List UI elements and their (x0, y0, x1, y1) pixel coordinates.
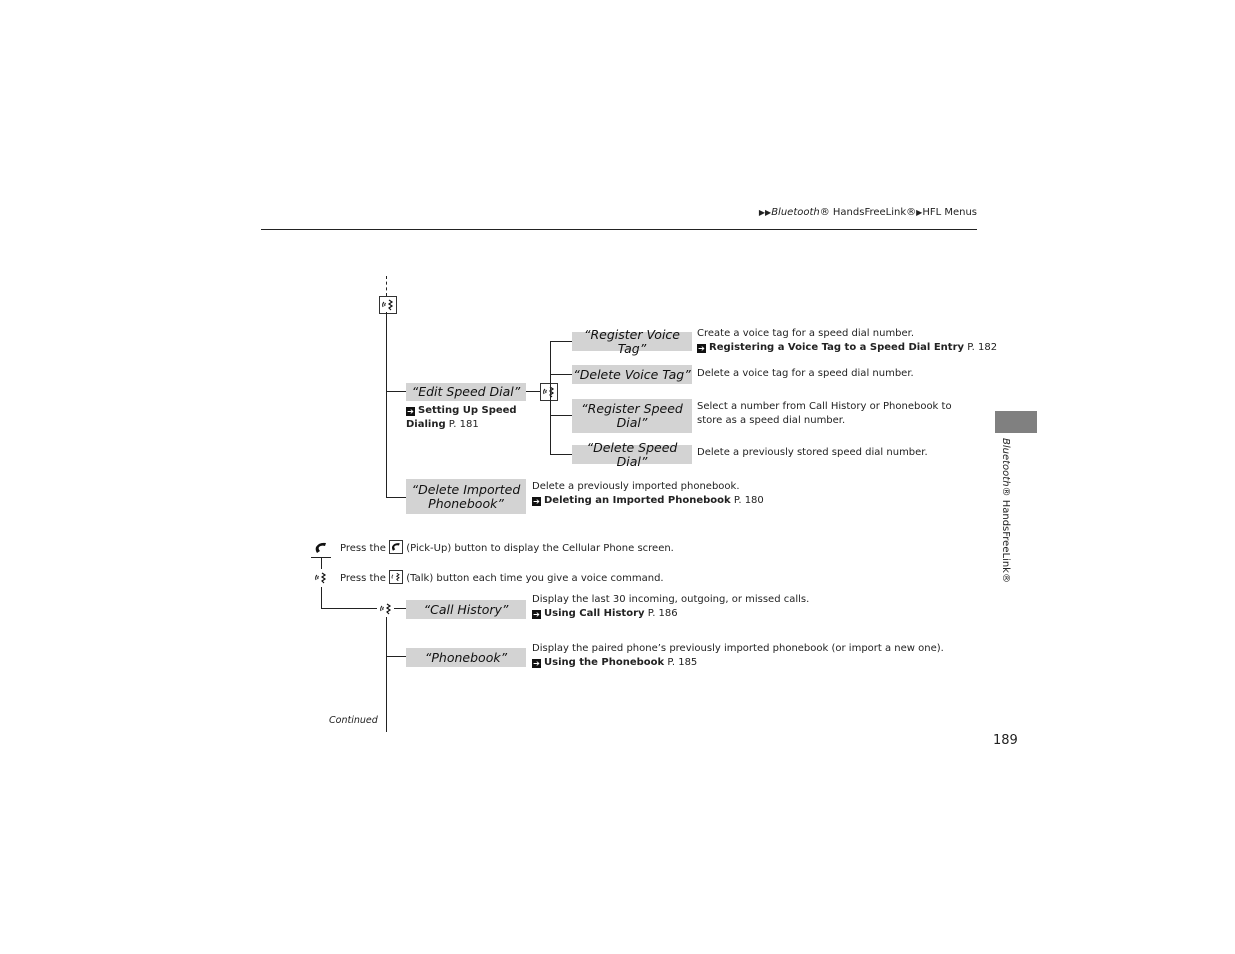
branch-delete-voice-tag (550, 374, 572, 375)
delete-voice-tag-desc: Delete a voice tag for a speed dial number. (697, 368, 914, 379)
breadcrumb-handsfreelink: ® HandsFreeLink® (819, 207, 917, 218)
talk-icon (378, 601, 394, 617)
pickup-inline-icon (389, 540, 403, 554)
edit-speed-dial-ref-line2 (406, 418, 479, 432)
header-rule (261, 229, 977, 230)
edit-ref-page: P. 181 (445, 419, 479, 430)
delete-phonebook-ref-title: Deleting an Imported Phonebook (544, 495, 731, 506)
edit-ref-title: Setting Up Speed (418, 405, 517, 416)
register-speed-dial-l1: “Register Speed (581, 401, 683, 416)
pickup-pre: Press the (340, 543, 390, 554)
edit-ref-title2: Dialing (406, 419, 446, 430)
pickup-icon (313, 541, 329, 555)
talk-icon (380, 297, 396, 313)
register-voice-tag-ref (697, 341, 997, 355)
call-history-ref-title: Using Call History (544, 608, 645, 619)
call-history-ref-page: P. 186 (644, 608, 678, 619)
breadcrumb-arrow: ▶ (916, 208, 923, 217)
delete-speed-dial-desc: Delete a previously stored speed dial number. (697, 447, 928, 458)
register-speed-dial-l2: Dial” (616, 415, 648, 430)
talk-icon (313, 570, 329, 586)
register-speed-dial-item (572, 399, 692, 433)
register-voice-tag-desc: Create a voice tag for a speed dial number. (697, 328, 915, 339)
tree-vertical-main (386, 312, 387, 498)
breadcrumb-hfl-menus: HFL Menus (922, 207, 977, 218)
branch-register-speed-dial (550, 415, 572, 416)
side-tab (995, 411, 1037, 433)
delete-phonebook-l2: Phonebook” (428, 495, 504, 511)
side-tab-handsfreelink: ® HandsFreeLink® (1000, 486, 1011, 583)
edit-speed-dial-ref (406, 404, 517, 418)
pickup-to-talk-line (321, 557, 322, 569)
edit-speed-dial-item: “Edit Speed Dial” (406, 383, 526, 401)
register-voice-tag-item: “Register Voice Tag” (572, 332, 692, 351)
phonebook-ref (532, 656, 697, 670)
ref-arrow-icon: ➔ (533, 497, 540, 506)
talk-icon (541, 384, 557, 400)
phonebook-ref-page: P. 185 (664, 657, 698, 668)
call-history-item: “Call History” (406, 600, 526, 619)
side-tab-label (998, 438, 1012, 583)
delete-voice-tag-item: “Delete Voice Tag” (572, 365, 692, 384)
ref-arrow-icon: ➔ (698, 344, 705, 353)
delete-phonebook-ref (532, 494, 764, 508)
branch-delete-speed-dial (550, 454, 572, 455)
delete-phonebook-item (406, 479, 526, 514)
breadcrumb (759, 206, 977, 220)
phonebook-desc: Display the paired phone’s previously imported phonebook (or import a new one). (532, 643, 944, 654)
register-speed-dial-desc2: store as a speed dial number. (697, 415, 846, 426)
lower-tree-vertical (386, 617, 387, 732)
register-speed-dial-desc1: Select a number from Call History or Phonebook to (697, 401, 952, 412)
ref-arrow-icon: ➔ (533, 610, 540, 619)
page-number: 189 (993, 733, 1018, 748)
delete-phonebook-l1: “Delete Imported (411, 481, 521, 497)
dashed-connector (386, 276, 387, 296)
breadcrumb-arrows: ▶▶ (758, 208, 772, 217)
lower-tree-horizontal (321, 608, 377, 609)
phonebook-ref-title: Using the Phonebook (544, 657, 665, 668)
delete-phonebook-ref-page: P. 180 (730, 495, 764, 506)
continued-label: Continued (329, 715, 378, 726)
call-history-desc: Display the last 30 incoming, outgoing, or missed calls. (532, 594, 810, 605)
pickup-post: (Pick-Up) button to display the Cellular Phone screen. (403, 543, 674, 554)
phonebook-item: “Phonebook” (406, 648, 526, 667)
branch-register-voice-tag (550, 341, 572, 342)
branch-call-history (394, 608, 406, 609)
pickup-instruction (340, 540, 674, 556)
branch-delete-phonebook (386, 497, 406, 498)
branch-edit-speed-dial (386, 391, 406, 392)
register-voice-tag-ref-page: P. 182 (964, 342, 998, 353)
submenu-vertical (550, 341, 551, 455)
breadcrumb-bluetooth: Bluetooth (771, 207, 820, 218)
side-tab-bluetooth: Bluetooth (1000, 438, 1011, 487)
delete-speed-dial-item: “Delete Speed Dial” (572, 445, 692, 464)
talk-icon-top-frame (379, 296, 397, 314)
lower-tree-vertical-left (321, 587, 322, 609)
talk-pre: Press the (340, 573, 390, 584)
ref-arrow-icon: ➔ (407, 407, 414, 416)
talk-post: (Talk) button each time you give a voice command. (403, 573, 664, 584)
call-history-ref (532, 607, 678, 621)
talk-instruction (340, 570, 664, 586)
ref-arrow-icon: ➔ (533, 659, 540, 668)
edit-to-submenu-line (526, 391, 540, 392)
talk-inline-icon (389, 570, 403, 584)
delete-phonebook-desc: Delete a previously imported phonebook. (532, 481, 740, 492)
register-voice-tag-ref-title: Registering a Voice Tag to a Speed Dial Entry (709, 342, 965, 353)
talk-icon-sub-frame (540, 383, 558, 401)
branch-phonebook (386, 656, 406, 657)
